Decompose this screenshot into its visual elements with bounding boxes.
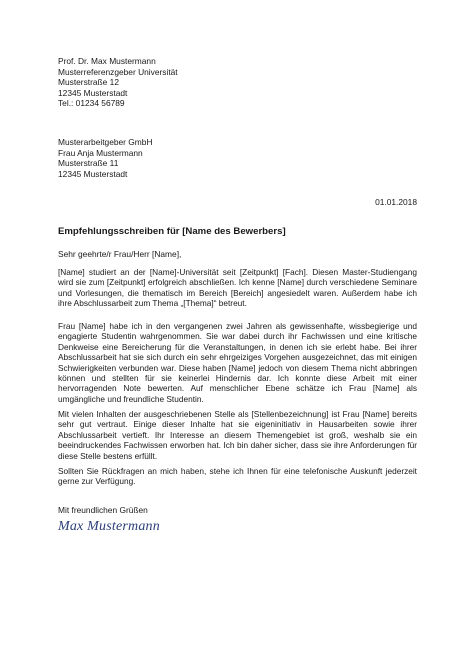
handwritten-signature: Max Mustermann xyxy=(58,519,160,534)
closing-phrase: Mit freundlichen Grüßen xyxy=(58,505,148,515)
recipient-company: Musterarbeitgeber GmbH xyxy=(58,137,153,147)
salutation: Sehr geehrte/r Frau/Herr [Name], xyxy=(58,249,182,259)
sender-phone: Tel.: 01234 56789 xyxy=(58,98,125,109)
recipient-name: Frau Anja Mustermann xyxy=(58,147,143,158)
letter-date: 01.01.2018 xyxy=(375,197,417,207)
sender-institution: Musterreferenzgeber Universität xyxy=(58,66,178,77)
letter-subject: Empfehlungsschreiben für [Name des Bewerbers] xyxy=(58,226,286,237)
body-paragraph-intro: [Name] studiert an der [Name]-Universität seit [Zeitpunkt] [Fach]. Diesen Master-Studiengang wird sie zum [Zeitpunkt] erfolgreich abschließen. Ich kenne [Name] durch verschiedene Seminare und Vorlesungen, die thematisch im Bereich [Bereich] angesiedelt waren. Außerdem habe ich ihre Abschlussarbeit zum Thema „[Thema]“ betreut. xyxy=(58,267,417,309)
body-paragraph-suitability: Mit vielen Inhalten der ausgeschriebenen Stelle als [Stellenbezeichnung] ist Frau [Name] bereits sehr gut vertraut. Einige dieser Inhalte hat sie eigeninitiativ in Hausarbeiten sowie ihrer Abschlussarbeit vertieft. Ihr Interesse an diesem Themengebiet ist groß, weshalb sie ein beeindruckendes Fachwissen erworben hat. Ich bin daher sicher, dass sie ihre Anforderungen für diese Stelle bestens erfüllt. xyxy=(58,409,417,461)
recipient-street: Musterstraße 11 xyxy=(58,158,119,169)
recipient-address xyxy=(58,137,153,179)
sender-name: Prof. Dr. Max Mustermann xyxy=(58,56,156,66)
sender-city: 12345 Musterstadt xyxy=(58,87,128,98)
sender-address xyxy=(58,56,178,109)
sender-street: Musterstraße 12 xyxy=(58,77,119,88)
body-paragraph-contact: Sollten Sie Rückfragen an mich haben, stehe ich Ihnen für eine telefonische Auskunft jederzeit gerne zur Verfügung. xyxy=(58,466,417,487)
recipient-city: 12345 Musterstadt xyxy=(58,168,128,179)
body-paragraph-assessment: Frau [Name] habe ich in den vergangenen zwei Jahren als gewissenhafte, wissbegierige und engagierte Studentin wahrgenommen. Sie war dabei durch ihr Fachwissen und eine kritische Denkweise eine Bereicherung für die Veranstaltungen, in denen ich sie erlebt habe. Bei ihrer Abschlussarbeit hat sie sich durch ein sehr ehrgeiziges Vorgehen ausgezeichnet, das mit einigen Schwierigkeiten verbunden war. Diese haben [Name] jedoch von diesem Thema nicht abbringen können und stellten für sie keinerlei Hindernis dar. Ich konnte diese Arbeit mit einer hervorragenden Note bewerten. Auf menschlicher Ebene schätze ich Frau [Name] als umgängliche und freundliche Studentin. xyxy=(58,321,417,404)
